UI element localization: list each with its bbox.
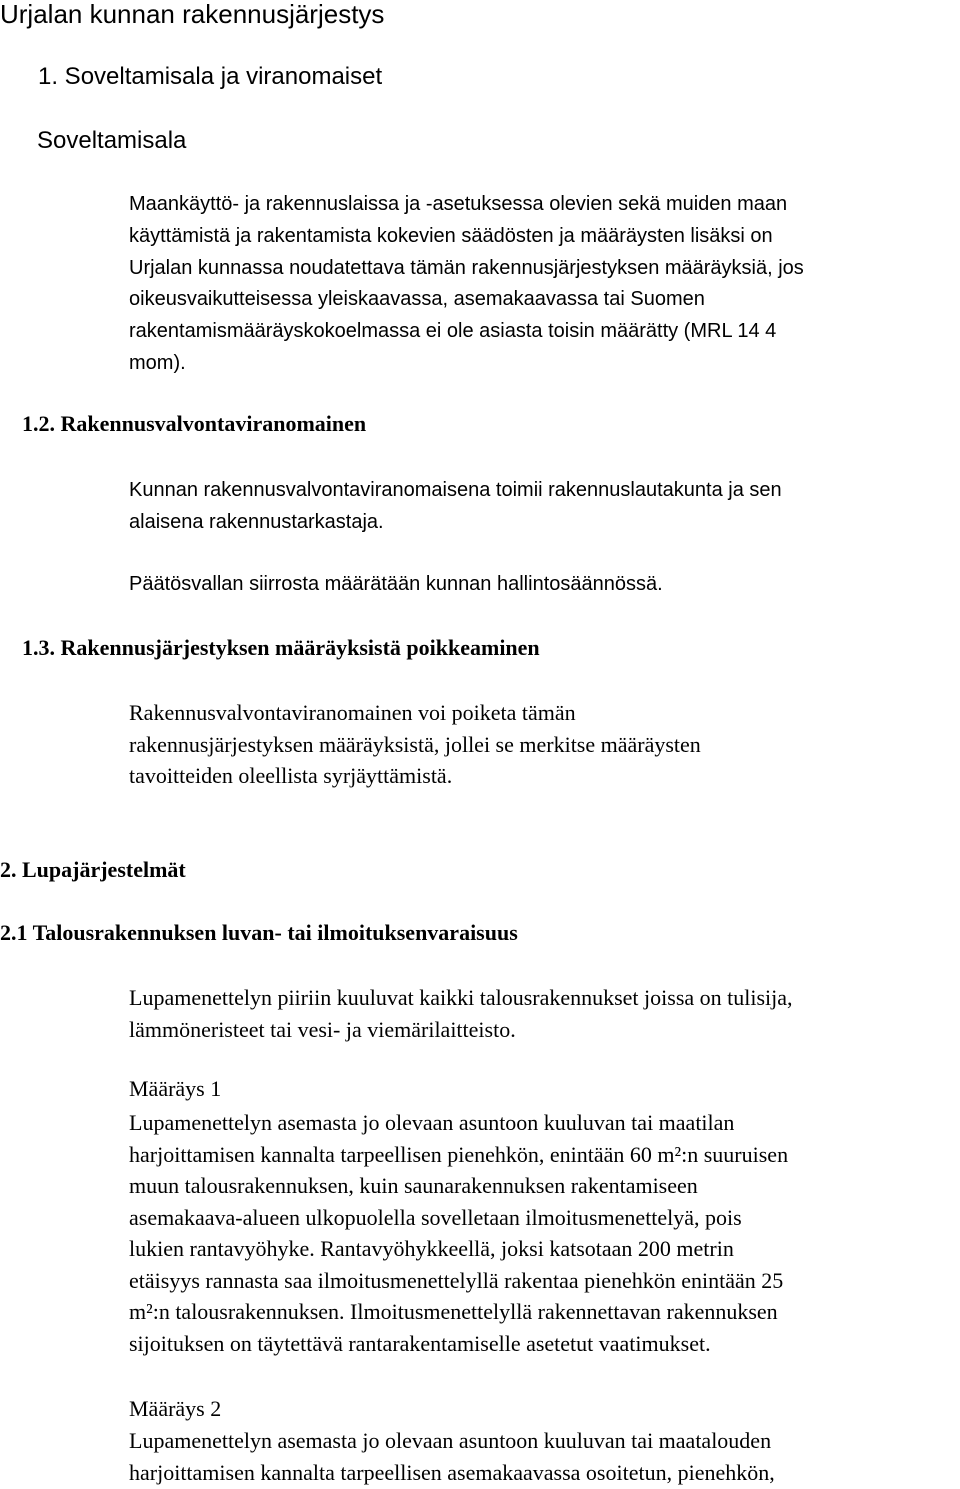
paragraph-line: mom).	[129, 351, 186, 374]
paragraph-line: muun talousrakennuksen, kuin saunarakennuksen rakentamiseen	[129, 1173, 698, 1198]
paragraph-line: sijoituksen on täytettävä rantarakentamiselle asetetut vaatimukset.	[129, 1330, 711, 1356]
paragraph-line: lämmöneristeet tai vesi- ja viemärilaitteisto.	[129, 1016, 516, 1042]
rakennusvalvonta-paragraph	[129, 475, 782, 539]
paragraph-line: etäisyys rannasta saa ilmoitusmenettelyllä rakentaa pienehkön enintään 25	[129, 1267, 784, 1293]
maarays-2-text	[129, 1425, 775, 1488]
paragraph-line: lukien rantavyöhyke. Rantavyöhykkeellä, joksi katsotaan 200 metrin	[129, 1236, 734, 1261]
soveltamisala-subheading: Soveltamisala	[37, 127, 187, 154]
paragraph-line: rakennusjärjestyksen määräyksistä, jollei se merkitse määräysten	[129, 731, 701, 757]
paragraph-line: Lupamenettelyn asemasta jo olevaan asuntoon kuuluvan tai maatalouden	[129, 1428, 772, 1453]
paatosvalta-paragraph: Päätösvallan siirrosta määrätään kunnan hallintosäännössä.	[129, 573, 663, 595]
paragraph-line: Rakennusvalvontaviranomainen voi poiketa tämän	[129, 700, 576, 725]
paragraph-line: asemakaava-alueen ulkopuolella sovelletaan ilmoitusmenettelyä, pois	[129, 1204, 742, 1230]
section-1-3-heading: 1.3. Rakennusjärjestyksen määräyksistä poikkeaminen	[22, 635, 540, 660]
paragraph-line: harjoittamisen kannalta tarpeellisen pienehkön, enintään 60 m²:n suuruisen	[129, 1141, 789, 1167]
paragraph-line: rakentamismääräyskokoelmassa ei ole asiasta toisin määrätty (MRL 14 4	[129, 320, 777, 343]
document-title: Urjalan kunnan rakennusjärjestys	[0, 0, 385, 29]
paragraph-line: oikeusvaikutteisessa yleiskaavassa, asemakaavassa tai Suomen	[129, 288, 705, 311]
paragraph-line: m²:n talousrakennuksen. Ilmoitusmenettelyllä rakennettavan rakennuksen	[129, 1299, 778, 1324]
section-2-1-heading: 2.1 Talousrakennuksen luvan- tai ilmoituksenvaraisuus	[0, 920, 518, 945]
paragraph-line: Lupamenettelyn piiriin kuuluvat kaikki talousrakennukset joissa on tulisija,	[129, 985, 793, 1010]
section-1-heading: 1. Soveltamisala ja viranomaiset	[38, 63, 383, 90]
soveltamisala-paragraph	[129, 189, 804, 380]
lupamenettely-paragraph	[129, 982, 793, 1045]
maarays-1-text	[129, 1107, 788, 1359]
paragraph-line: tavoitteiden oleellista syrjäyttämistä.	[129, 763, 453, 788]
maarays-2-label: Määräys 2	[129, 1396, 222, 1421]
paragraph-line: alaisena rakennustarkastaja.	[129, 510, 384, 533]
paragraph-line: Lupamenettelyn asemasta jo olevaan asuntoon kuuluvan tai maatilan	[129, 1110, 735, 1135]
paragraph-line: Urjalan kunnassa noudatettava tämän rakennusjärjestyksen määräyksiä, jos	[129, 256, 804, 279]
paragraph-line: käyttämistä ja rakentamista kokevien säädösten ja määräysten lisäksi on	[129, 224, 773, 247]
paragraph-line: Kunnan rakennusvalvontaviranomaisena toimii rakennuslautakunta ja sen	[129, 479, 782, 501]
maarays-1-label: Määräys 1	[129, 1076, 222, 1101]
paragraph-line: Maankäyttö- ja rakennuslaissa ja -asetuksessa olevien sekä muiden maan	[129, 193, 788, 215]
paragraph-line: harjoittamisen kannalta tarpeellisen asemakaavassa osoitetun, pienehkön,	[129, 1459, 775, 1485]
poikkeaminen-paragraph	[129, 697, 701, 792]
section-2-heading: 2. Lupajärjestelmät	[0, 857, 186, 882]
section-1-2-heading: 1.2. Rakennusvalvontaviranomainen	[22, 411, 367, 436]
